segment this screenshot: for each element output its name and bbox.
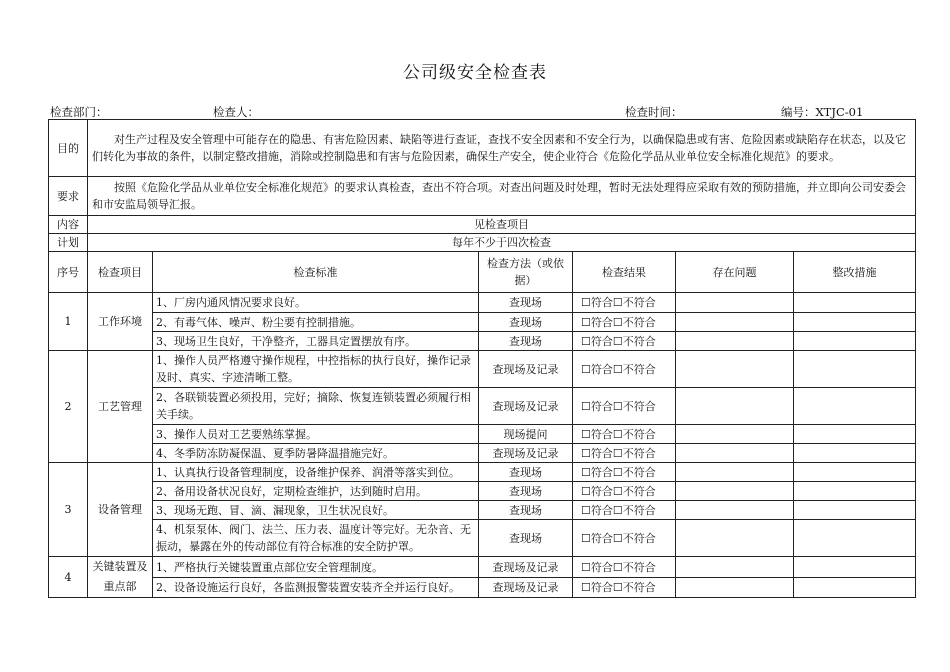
row-number: 4 <box>49 557 88 598</box>
check-standard: 1、操作人员严格遵守操作规程，中控指标的执行良好，操作记录及时、真实、字迹清晰工整。 <box>153 351 479 388</box>
existing-problem <box>676 425 794 444</box>
corrective-measure <box>794 444 916 463</box>
info-row-plan <box>49 234 916 252</box>
check-result: ☐符合☐不符合 <box>573 578 676 598</box>
inspector-field: 检查人： <box>213 105 259 119</box>
column-header: 整改措施 <box>794 252 916 293</box>
corrective-measure <box>794 332 916 351</box>
check-standard: 2、设备设施运行良好，各监测报警装置安装齐全并运行良好。 <box>153 578 479 598</box>
existing-problem <box>676 313 794 332</box>
table-row <box>49 501 916 520</box>
table-row <box>49 293 916 313</box>
check-item: 工艺管理 <box>88 351 153 463</box>
info-label: 目的 <box>49 120 88 177</box>
check-method: 查现场 <box>479 501 573 520</box>
check-standard: 3、现场无跑、冒、滴、漏现象，卫生状况良好。 <box>153 501 479 520</box>
check-standard: 1、厂房内通风情况要求良好。 <box>153 293 479 313</box>
existing-problem <box>676 444 794 463</box>
corrective-measure <box>794 388 916 425</box>
table-row <box>49 578 916 598</box>
table-row <box>49 520 916 557</box>
corrective-measure <box>794 482 916 501</box>
check-method: 查现场 <box>479 463 573 482</box>
corrective-measure <box>794 557 916 578</box>
corrective-measure <box>794 313 916 332</box>
column-header: 检查标准 <box>153 252 479 293</box>
existing-problem <box>676 351 794 388</box>
check-result: ☐符合☐不符合 <box>573 482 676 501</box>
check-method: 查现场及记录 <box>479 388 573 425</box>
check-standard: 3、操作人员对工艺要熟练掌握。 <box>153 425 479 444</box>
row-number: 3 <box>49 463 88 557</box>
info-row-requirement <box>49 177 916 216</box>
check-standard: 2、各联锁装置必须投用，完好；摘除、恢复连锁装置必须履行相关手续。 <box>153 388 479 425</box>
existing-problem <box>676 463 794 482</box>
page-title: 公司级安全检查表 <box>403 63 547 83</box>
table-row <box>49 425 916 444</box>
corrective-measure <box>794 578 916 598</box>
check-result: ☐符合☐不符合 <box>573 388 676 425</box>
column-header: 检查方法（或依据） <box>479 252 573 293</box>
info-text: 按照《危险化学品从业单位安全标准化规范》的要求认真检查，查出不符合项。对查出问题及时处理，暂时无法处理得应采取有效的预防措施，并立即向公司安委会和市安监局领导汇报。 <box>88 177 916 216</box>
existing-problem <box>676 578 794 598</box>
info-row-content <box>49 216 916 234</box>
table-row <box>49 332 916 351</box>
info-text: 见检查项目 <box>88 216 916 234</box>
check-method: 查现场 <box>479 332 573 351</box>
department-field: 检查部门： <box>50 105 108 119</box>
info-label: 要求 <box>49 177 88 216</box>
info-row-purpose <box>49 120 916 177</box>
check-method: 查现场 <box>479 313 573 332</box>
existing-problem <box>676 557 794 578</box>
check-standard: 1、严格执行关键装置重点部位安全管理制度。 <box>153 557 479 578</box>
corrective-measure <box>794 501 916 520</box>
check-method: 现场提问 <box>479 425 573 444</box>
info-text: 对生产过程及安全管理中可能存在的隐患、有害危险因素、缺陷等进行查证，查找不安全因素和不安全行为，以确保隐患或有害、危险因素或缺陷存在状态，以及它们转化为事故的条件，以制定整改措施，消除或控制隐患和有害与危险因素，确保生产安全，使企业符合《危险化学品从业单位安全标准化规范》的要求。 <box>88 120 916 177</box>
info-label: 计划 <box>49 234 88 252</box>
row-number: 1 <box>49 293 88 351</box>
column-header: 检查结果 <box>573 252 676 293</box>
check-method: 查现场 <box>479 520 573 557</box>
info-text: 每年不少于四次检查 <box>88 234 916 252</box>
existing-problem <box>676 293 794 313</box>
check-result: ☐符合☐不符合 <box>573 463 676 482</box>
column-header: 检查项目 <box>88 252 153 293</box>
inspection-table <box>48 119 916 598</box>
check-standard: 4、冬季防冻防凝保温、夏季防暑降温措施完好。 <box>153 444 479 463</box>
table-row <box>49 444 916 463</box>
check-item: 关键装置及重点部 <box>88 557 153 598</box>
check-standard: 2、有毒气体、噪声、粉尘要有控制措施。 <box>153 313 479 332</box>
row-number: 2 <box>49 351 88 463</box>
check-result: ☐符合☐不符合 <box>573 520 676 557</box>
existing-problem <box>676 332 794 351</box>
check-method: 查现场 <box>479 293 573 313</box>
check-result: ☐符合☐不符合 <box>573 351 676 388</box>
corrective-measure <box>794 425 916 444</box>
check-item: 设备管理 <box>88 463 153 557</box>
check-result: ☐符合☐不符合 <box>573 425 676 444</box>
inspection-time-field: 检查时间： <box>625 105 683 119</box>
table-row <box>49 463 916 482</box>
existing-problem <box>676 501 794 520</box>
info-label: 内容 <box>49 216 88 234</box>
table-row <box>49 557 916 578</box>
table-row <box>49 482 916 501</box>
check-standard: 3、现场卫生良好，干净整齐，工器具定置摆放有序。 <box>153 332 479 351</box>
column-header: 序号 <box>49 252 88 293</box>
existing-problem <box>676 520 794 557</box>
check-method: 查现场及记录 <box>479 578 573 598</box>
corrective-measure <box>794 463 916 482</box>
check-item: 工作环境 <box>88 293 153 351</box>
table-row <box>49 313 916 332</box>
corrective-measure <box>794 520 916 557</box>
check-standard: 2、备用设备状况良好，定期检查维护，达到随时启用。 <box>153 482 479 501</box>
form-code: 编号：XTJC-01 <box>781 105 864 119</box>
check-result: ☐符合☐不符合 <box>573 332 676 351</box>
check-method: 查现场及记录 <box>479 444 573 463</box>
check-result: ☐符合☐不符合 <box>573 293 676 313</box>
check-method: 查现场及记录 <box>479 351 573 388</box>
table-row <box>49 351 916 388</box>
check-standard: 1、认真执行设备管理制度，设备维护保养、润滑等落实到位。 <box>153 463 479 482</box>
check-result: ☐符合☐不符合 <box>573 444 676 463</box>
table-row <box>49 388 916 425</box>
corrective-measure <box>794 293 916 313</box>
check-standard: 4、机泵泵体、阀门、法兰、压力表、温度计等完好。无杂音、无振动，暴露在外的传动部位有符合标准的安全防护罩。 <box>153 520 479 557</box>
existing-problem <box>676 388 794 425</box>
corrective-measure <box>794 351 916 388</box>
column-header: 存在问题 <box>676 252 794 293</box>
check-result: ☐符合☐不符合 <box>573 313 676 332</box>
check-method: 查现场及记录 <box>479 557 573 578</box>
existing-problem <box>676 482 794 501</box>
table-header-row <box>49 252 916 293</box>
check-method: 查现场 <box>479 482 573 501</box>
check-result: ☐符合☐不符合 <box>573 501 676 520</box>
check-result: ☐符合☐不符合 <box>573 557 676 578</box>
